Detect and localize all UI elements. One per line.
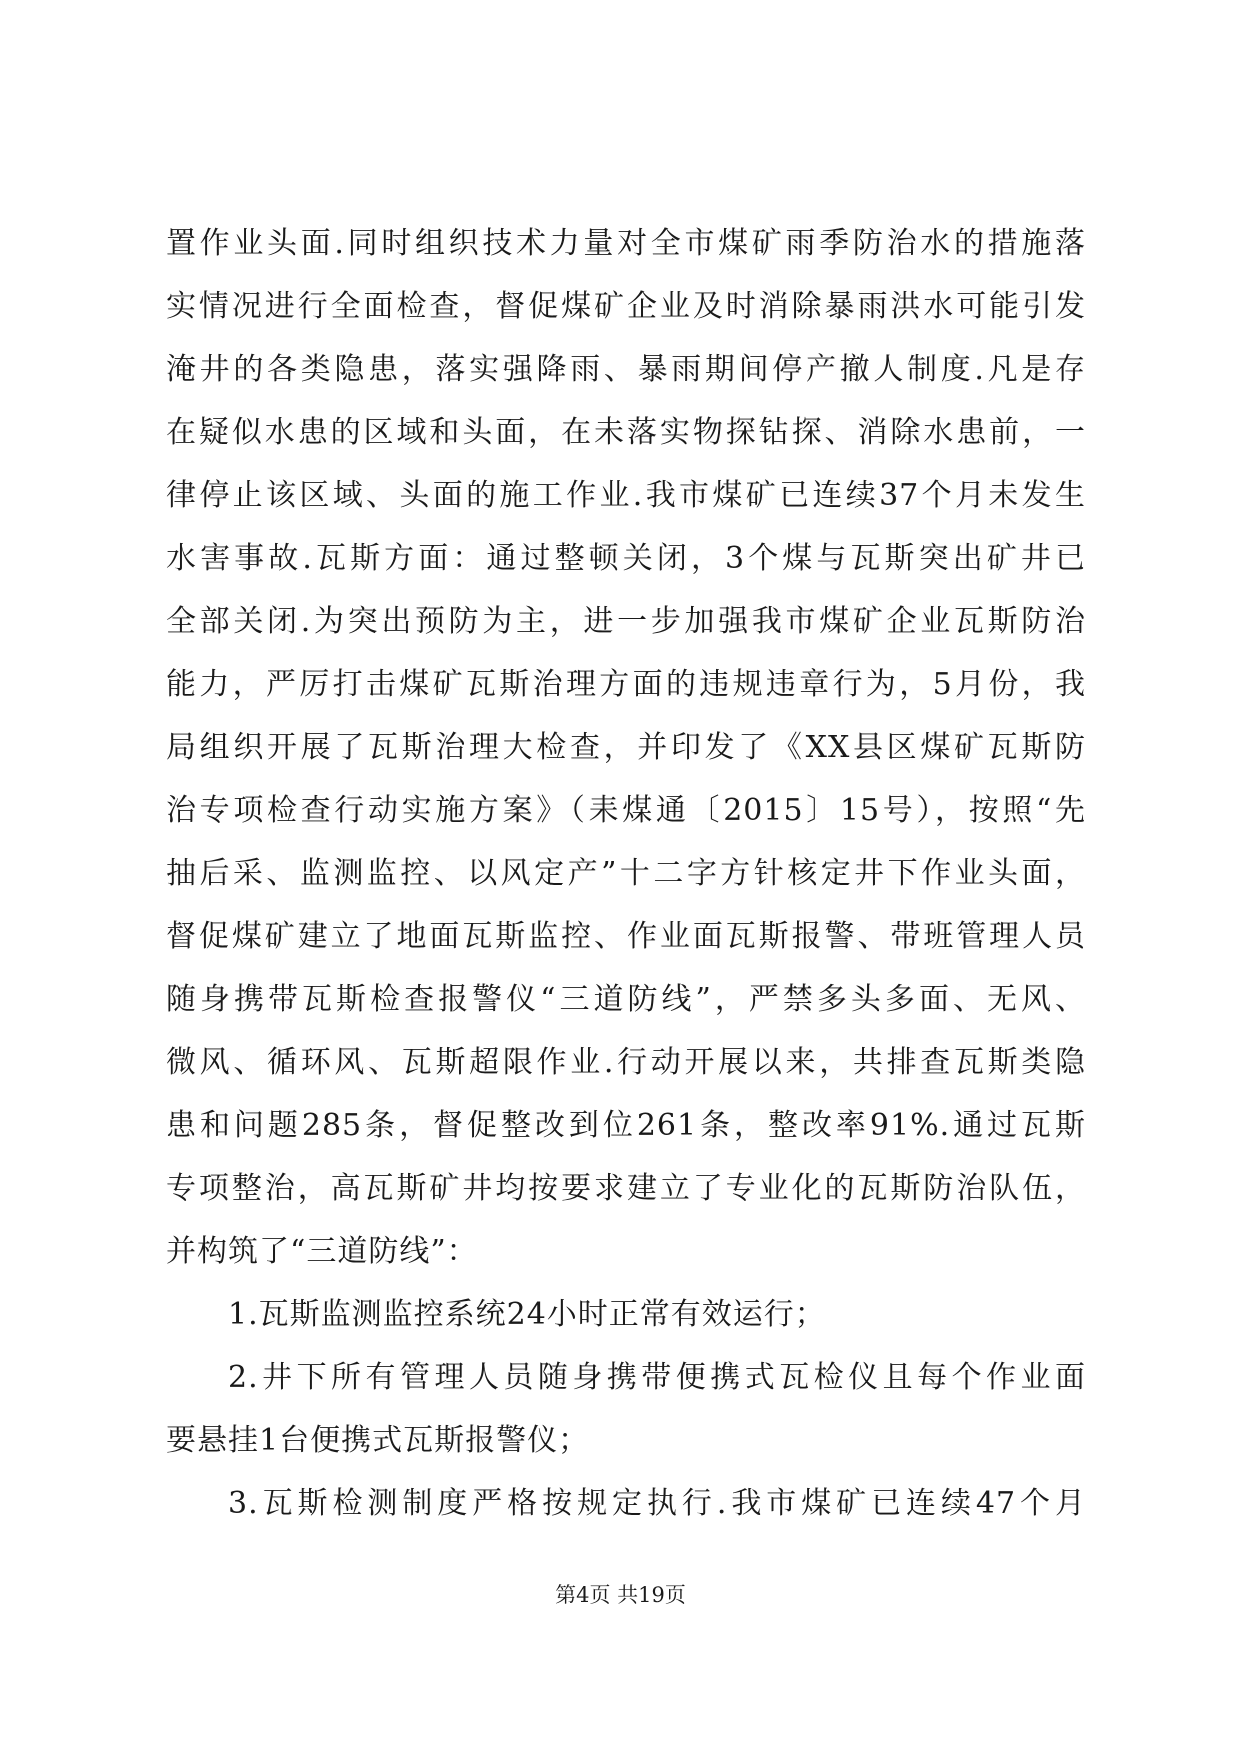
text-line: 全部关闭.为突出预防为主，进一步加强我市煤矿企业瓦斯防治 xyxy=(166,604,1086,639)
text-line: 抽后采、监测监控、以风定产”十二字方针核定井下作业头面， xyxy=(166,856,1086,891)
text-line: 律停止该区域、头面的施工作业.我市煤矿已连续37个月未发生 xyxy=(166,478,1086,513)
text-line: 微风、循环风、瓦斯超限作业.行动开展以来，共排查瓦斯类隐 xyxy=(166,1045,1086,1080)
page-footer: 第4页 共19页 xyxy=(555,1583,686,1607)
list-item: 2.井下所有管理人员随身携带便携式瓦检仪且每个作业面 xyxy=(228,1360,1086,1395)
text-line: 水害事故.瓦斯方面：通过整顿关闭，3个煤与瓦斯突出矿井已 xyxy=(166,541,1086,576)
list-item: 1.瓦斯监测监控系统24小时正常有效运行； xyxy=(228,1297,826,1332)
text-line: 并构筑了“三道防线”： xyxy=(166,1234,478,1269)
text-line: 淹井的各类隐患，落实强降雨、暴雨期间停产撤人制度.凡是存 xyxy=(166,352,1086,387)
list-item: 3.瓦斯检测制度严格按规定执行.我市煤矿已连续47个月 xyxy=(228,1486,1086,1521)
text-line: 治专项检查行动实施方案》（耒煤通〔2015〕15号），按照“先 xyxy=(166,793,1086,828)
text-line: 实情况进行全面检查，督促煤矿企业及时消除暴雨洪水可能引发 xyxy=(166,289,1086,324)
text-line: 随身携带瓦斯检查报警仪“三道防线”，严禁多头多面、无风、 xyxy=(166,982,1086,1017)
text-line: 局组织开展了瓦斯治理大检查，并印发了《XX县区煤矿瓦斯防 xyxy=(166,730,1086,765)
text-line: 要悬挂1台便携式瓦斯报警仪； xyxy=(166,1423,590,1458)
text-line: 督促煤矿建立了地面瓦斯监控、作业面瓦斯报警、带班管理人员 xyxy=(166,919,1086,954)
text-line: 能力，严厉打击煤矿瓦斯治理方面的违规违章行为，5月份，我 xyxy=(166,667,1086,702)
text-line: 在疑似水患的区域和头面，在未落实物探钻探、消除水患前，一 xyxy=(166,415,1086,450)
text-line: 患和问题285条，督促整改到位261条，整改率91%.通过瓦斯 xyxy=(166,1108,1086,1143)
text-line: 专项整治，高瓦斯矿井均按要求建立了专业化的瓦斯防治队伍， xyxy=(166,1171,1086,1206)
document-body xyxy=(166,212,1086,1535)
text-line: 置作业头面.同时组织技术力量对全市煤矿雨季防治水的措施落 xyxy=(166,226,1086,261)
